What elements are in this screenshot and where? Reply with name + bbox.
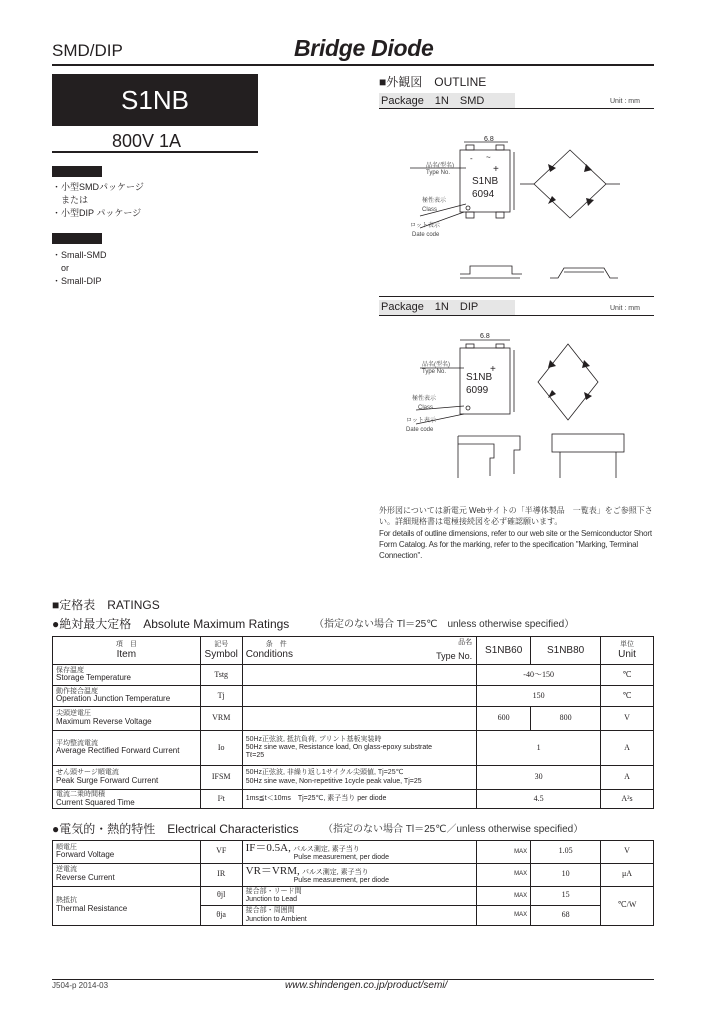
type-no-smd: Type No. xyxy=(426,170,451,176)
table-row: 順電圧 Forward Voltage VF IF＝0.5A, パルス測定, 素子当り Pulse measurement, per diode MAX 1.05 V xyxy=(53,841,654,864)
part-rating: 800V 1A xyxy=(112,131,182,151)
svg-text:~: ~ xyxy=(486,153,491,162)
smd-outline-drawing xyxy=(380,112,655,292)
list-item: ・Small-DIP xyxy=(52,276,102,286)
col-part1: S1NB60 xyxy=(477,637,531,665)
list-item: ・小型SMDパッケージ xyxy=(52,182,144,192)
dim-dip: 6.8 xyxy=(480,333,490,340)
col-item: 項 目 Item xyxy=(53,637,201,665)
svg-text:-: - xyxy=(470,154,473,163)
part-name-box xyxy=(52,74,258,126)
footer-url[interactable]: www.shindengen.co.jp/product/semi/ xyxy=(285,980,448,991)
date-jp-dip: ロット表示 xyxy=(406,418,436,424)
list-item: ・Small-SMD xyxy=(52,250,107,260)
part-name: S1NB xyxy=(121,85,189,115)
abs-max-heading: ●絶対最大定格 Absolute Maximum Ratings xyxy=(52,617,290,631)
rating-rule xyxy=(52,151,258,153)
table-row: 保存温度 Storage Temperature Tstg -40～150 ℃ xyxy=(53,665,654,686)
list-item: ・小型DIP パッケージ xyxy=(52,208,142,218)
abs-max-table xyxy=(52,636,654,809)
marking-smd-line1: S1NB xyxy=(472,176,499,187)
table-row: θja 接合部・周囲間 Junction to Ambient MAX 68 xyxy=(53,906,654,925)
page-title: Bridge Diode xyxy=(294,35,434,61)
features-en-list xyxy=(52,249,107,288)
list-item: または xyxy=(52,195,89,205)
table-row: 逆電流 Reverse Current IR VR＝VRM, パルス測定, 素子当り Pulse measurement, per diode MAX 10 μA xyxy=(53,863,654,886)
features-en-badge xyxy=(52,233,102,244)
package-dip-rule xyxy=(379,315,654,316)
package-smd-label: Package 1N SMD xyxy=(381,95,485,107)
col-unit: 単位 Unit xyxy=(601,637,654,665)
type-no-jp-smd: 品名(型名) xyxy=(426,163,454,169)
list-item: or xyxy=(52,263,70,273)
class-smd: Class xyxy=(422,207,438,213)
date-dip: Date code xyxy=(406,427,434,433)
col-symbol: 記号 Symbol xyxy=(200,637,242,665)
col-conditions: 条 件 Conditions 品名 Type No. xyxy=(242,637,476,665)
marking-dip-line2: 6099 xyxy=(466,385,489,396)
outline-note-en: For details of outline dimensions, refer to our web site or the Semiconductor Short Form Catalog. As for the marking, refer to the specification "Marking, Terminal Connection". xyxy=(379,529,652,560)
type-no-dip: Type No. xyxy=(422,369,447,375)
package-smd-rule xyxy=(379,108,654,109)
elec-condition: （指定のない場合 Tl＝25℃／unless otherwise specified） xyxy=(323,824,584,835)
table-row: 熱抵抗 Thermal Resistance θjl 接合部・リード間 Junction to Lead MAX 15 ℃/W xyxy=(53,886,654,905)
abs-max-condition: （指定のない場合 Tl＝25℃ unless otherwise specified） xyxy=(314,619,575,630)
features-jp-badge xyxy=(52,166,102,177)
ratings-heading: ■定格表 RATINGS xyxy=(52,598,160,612)
elec-heading: ●電気的・熱的特性 Electrical Characteristics xyxy=(52,822,299,836)
class-jp-dip: 極性表示 xyxy=(412,396,437,402)
svg-text:+: + xyxy=(493,164,499,175)
table-row: 電流二乗時間積 Current Squared Time I²t 1ms≦t＜10ms Tj=25℃, 素子当り per diode 4.5 A²s xyxy=(53,790,654,809)
date-smd: Date code xyxy=(412,232,440,238)
outline-heading: ■外観図 OUTLINE xyxy=(379,75,487,89)
header-rule xyxy=(52,64,654,66)
type-no-jp-dip: 品名(型名) xyxy=(422,362,450,368)
package-dip-rule-top xyxy=(379,296,654,297)
outline-note-jp: 外形図については新電元 Webサイトの「半導体製品 一覧表」をご参照下さい。詳細規格書は電極接続図を必ず確認願います。 xyxy=(379,506,653,526)
class-dip: Class xyxy=(418,405,434,411)
doc-number: J504-p 2014-03 xyxy=(52,981,109,990)
marking-smd-line2: 6094 xyxy=(472,189,495,200)
package-dip-label: Package 1N DIP xyxy=(381,301,479,313)
table-row: せん頭サージ順電流 Peak Surge Forward Current IFSM 50Hz正弦波, 非繰り返し1サイクル尖頭値, Tj=25℃ 50Hz sine wave, Non-repetitive 1cycle peak value, Tj=25 30 A xyxy=(53,766,654,790)
dip-outline-drawing xyxy=(380,318,655,498)
unit-label-smd: Unit : mm xyxy=(610,98,640,105)
svg-text:+: + xyxy=(490,364,496,375)
table-row: 動作接合温度 Operation Junction Temperature Tj 150 ℃ xyxy=(53,686,654,707)
elec-table xyxy=(52,840,654,926)
unit-label-dip: Unit : mm xyxy=(610,305,640,312)
table-row: 平均整流電流 Average Rectified Forward Current Io 50Hz正弦波, 抵抗負荷, プリント基板実装時 50Hz sine wave, Resistance load, On glass-epoxy substrate Tℓ=25 1 A xyxy=(53,731,654,766)
col-part2: S1NB80 xyxy=(531,637,601,665)
category-label: SMD/DIP xyxy=(52,41,123,60)
dim-smd: 6.8 xyxy=(484,136,494,143)
class-jp-smd: 極性表示 xyxy=(422,198,447,204)
features-jp-list xyxy=(52,181,144,220)
table-row: 尖頭逆電圧 Maximum Reverse Voltage VRM 600 800 V xyxy=(53,707,654,731)
marking-dip-line1: S1NB xyxy=(466,372,493,383)
date-jp-smd: ロット表示 xyxy=(410,223,440,229)
